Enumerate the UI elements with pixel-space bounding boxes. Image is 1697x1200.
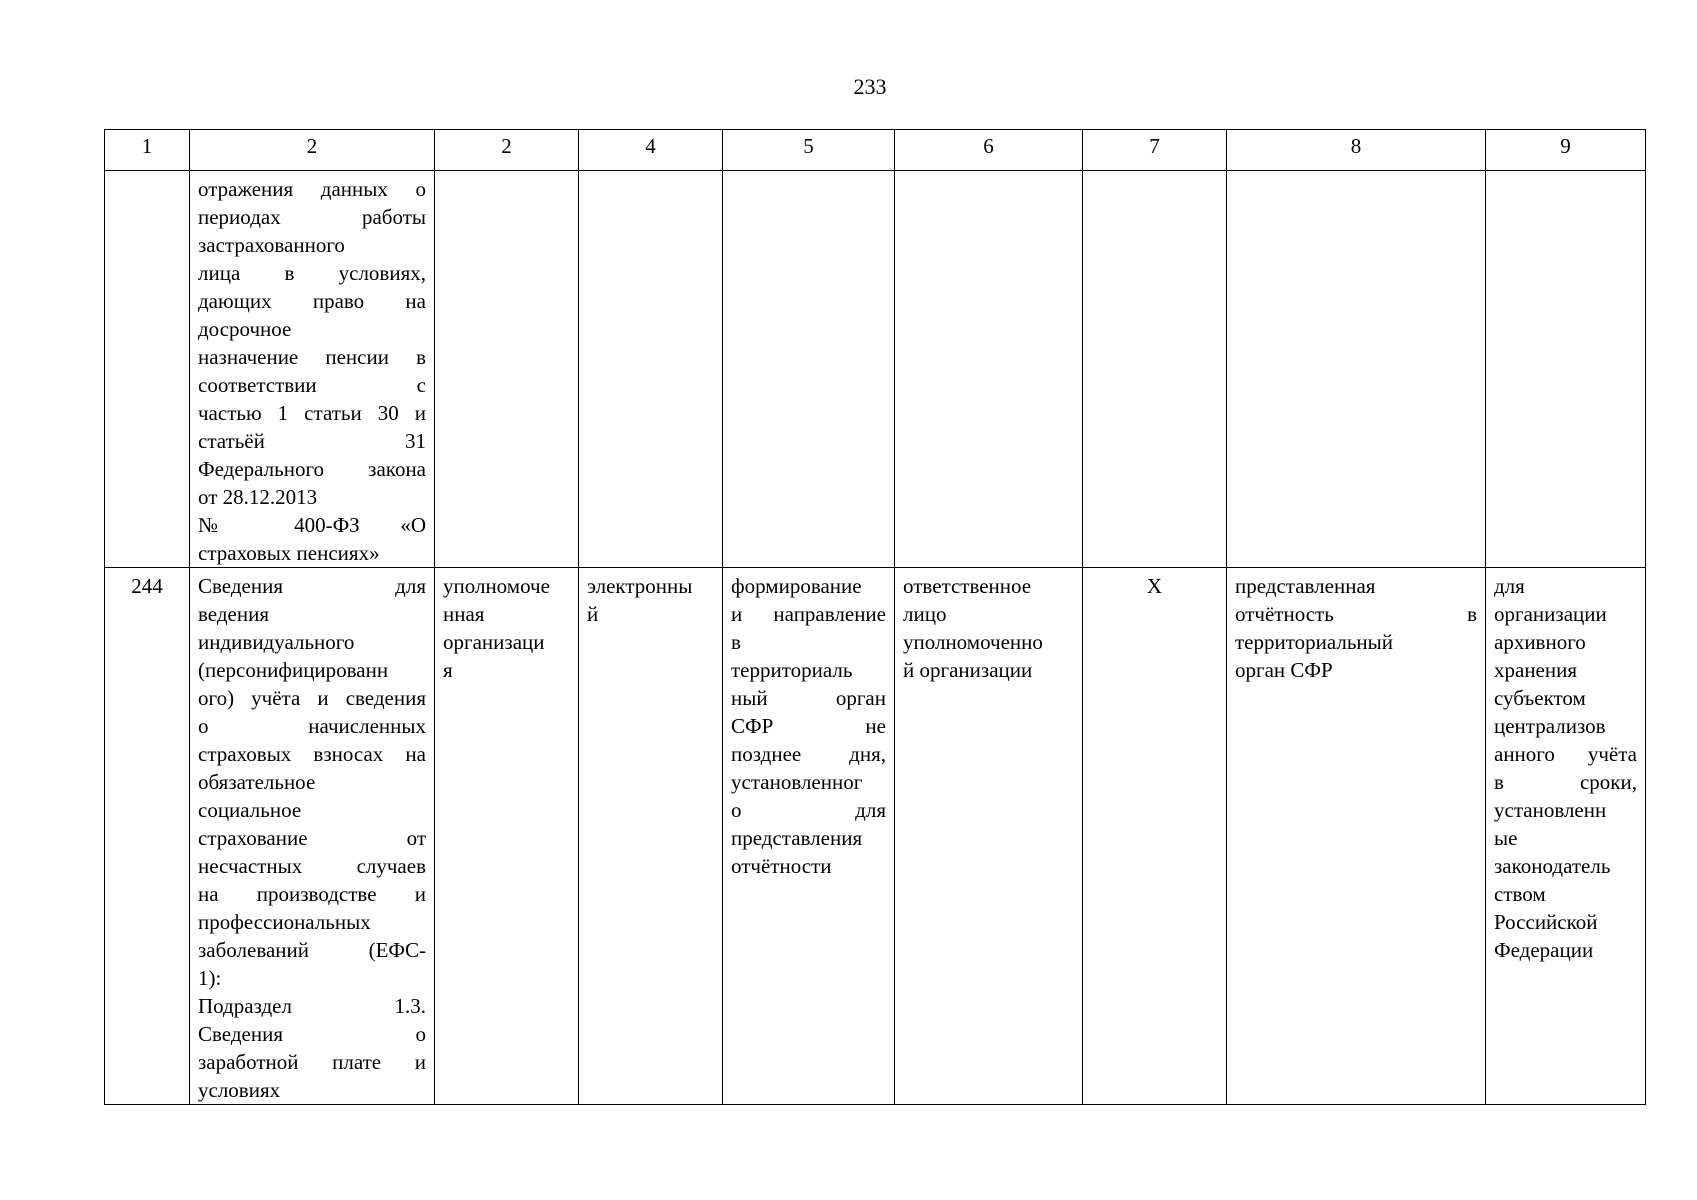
- cell-provider: [435, 568, 579, 1105]
- text-line: соответствии с: [198, 373, 426, 397]
- cell-form: [579, 568, 723, 1105]
- cell-number: [105, 171, 190, 568]
- text-line: представления: [731, 826, 863, 850]
- text-line: Сведения для: [198, 574, 426, 598]
- text-line: страховых взносах на: [198, 742, 426, 766]
- text-line: анного учёта: [1494, 742, 1637, 766]
- text-line: несчастных случаев: [198, 854, 426, 878]
- text-line: индивидуального: [198, 630, 355, 654]
- text-line: лица в условиях,: [198, 261, 426, 285]
- text-line: дающих право на: [198, 289, 426, 313]
- cell-col7: Х: [1083, 568, 1227, 1105]
- table-row: [105, 568, 1646, 1105]
- text-line: ный орган: [731, 686, 886, 710]
- text-line: уполномоче: [443, 574, 550, 598]
- text-line: о начисленных: [198, 714, 426, 738]
- text-line: ого) учёта и сведения: [198, 686, 426, 710]
- document-table: [104, 129, 1646, 1105]
- text-line: позднее дня,: [731, 742, 886, 766]
- text-line: СФР не: [731, 714, 886, 738]
- text-line: представленная: [1235, 574, 1376, 598]
- cell-result: [1227, 171, 1486, 568]
- text-line: ответственное: [903, 574, 1032, 598]
- text-line: установленног: [731, 770, 863, 794]
- text-line: отражения данных о: [198, 177, 426, 201]
- text-line: отчётности: [731, 854, 832, 878]
- text-line: на производстве и: [198, 882, 426, 906]
- text-line: я: [443, 658, 453, 682]
- text-line: от 28.12.2013: [198, 485, 318, 509]
- text-line: хранения: [1494, 658, 1578, 682]
- text-line: для: [1494, 574, 1525, 598]
- text-line: ведения: [198, 602, 269, 626]
- text-line: Российской: [1494, 910, 1598, 934]
- header-cell: 5: [723, 130, 895, 171]
- header-cell: 1: [105, 130, 190, 171]
- header-cell: 2: [190, 130, 435, 171]
- table-row: [105, 171, 1646, 568]
- text-line: Федерации: [1494, 938, 1594, 962]
- text-line: ые: [1494, 826, 1518, 850]
- text-line: ством: [1494, 882, 1546, 906]
- text-line: периодах работы: [198, 205, 426, 229]
- text-line: профессиональных: [198, 910, 371, 934]
- text-line: законодатель: [1494, 854, 1611, 878]
- text-line: в: [731, 630, 741, 654]
- text-line: страхование от: [198, 826, 426, 850]
- cell-document-name: [190, 171, 435, 568]
- text-line: Подраздел 1.3.: [198, 994, 426, 1018]
- text-line: (персонифицированн: [198, 658, 389, 682]
- text-line: страховых пенсиях»: [198, 541, 380, 565]
- cell-number: 244: [105, 568, 190, 1105]
- text-line: электронны: [587, 574, 693, 598]
- text-line: о для: [731, 798, 886, 822]
- text-line: частью 1 статьи 30 и: [198, 401, 426, 425]
- text-line: территориаль: [731, 658, 853, 682]
- text-line: Федерального закона: [198, 457, 426, 481]
- header-cell: 7: [1083, 130, 1227, 171]
- text-line: нная: [443, 602, 485, 626]
- text-line: заработной плате и: [198, 1050, 426, 1074]
- text-line: досрочное: [198, 317, 292, 341]
- text-line: лицо: [903, 602, 947, 626]
- text-line: назначение пенсии в: [198, 345, 426, 369]
- cell-storage: [1486, 568, 1646, 1105]
- header-cell: 9: [1486, 130, 1646, 171]
- cell-provider: [435, 171, 579, 568]
- text-line: Сведения о: [198, 1022, 426, 1046]
- text-line: архивного: [1494, 630, 1586, 654]
- text-line: и направление: [731, 602, 886, 626]
- header-cell: 4: [579, 130, 723, 171]
- cell-procedure: [723, 568, 895, 1105]
- cell-procedure: [723, 171, 895, 568]
- text-line: условиях: [198, 1078, 281, 1102]
- text-line: территориальный: [1235, 630, 1394, 654]
- text-line: № 400-ФЗ «О: [198, 513, 426, 537]
- text-line: централизов: [1494, 714, 1606, 738]
- text-line: установленн: [1494, 798, 1607, 822]
- text-line: отчётность в: [1235, 602, 1477, 626]
- text-line: организаци: [443, 630, 545, 654]
- text-line: 1):: [198, 966, 222, 990]
- text-line: застрахованного: [198, 233, 345, 257]
- text-line: статьёй 31: [198, 429, 426, 453]
- text-line: й организации: [903, 658, 1033, 682]
- text-line: формирование: [731, 574, 862, 598]
- text-line: социальное: [198, 798, 302, 822]
- text-line: организации: [1494, 602, 1607, 626]
- cell-storage: [1486, 171, 1646, 568]
- cell-document-name: [190, 568, 435, 1105]
- cell-col7: [1083, 171, 1227, 568]
- table-header-row: [105, 130, 1646, 171]
- header-cell: 8: [1227, 130, 1486, 171]
- text-line: уполномоченно: [903, 630, 1043, 654]
- header-cell: 2: [435, 130, 579, 171]
- text-line: обязательное: [198, 770, 316, 794]
- text-line: й: [587, 602, 599, 626]
- cell-result: [1227, 568, 1486, 1105]
- cell-form: [579, 171, 723, 568]
- text-line: субъектом: [1494, 686, 1586, 710]
- cell-responsible: [895, 568, 1083, 1105]
- header-cell: 6: [895, 130, 1083, 171]
- text-line: заболеваний (ЕФС-: [198, 938, 426, 962]
- text-line: орган СФР: [1235, 658, 1333, 682]
- text-line: в сроки,: [1494, 770, 1637, 794]
- cell-responsible: [895, 171, 1083, 568]
- page-number: 233: [853, 74, 887, 99]
